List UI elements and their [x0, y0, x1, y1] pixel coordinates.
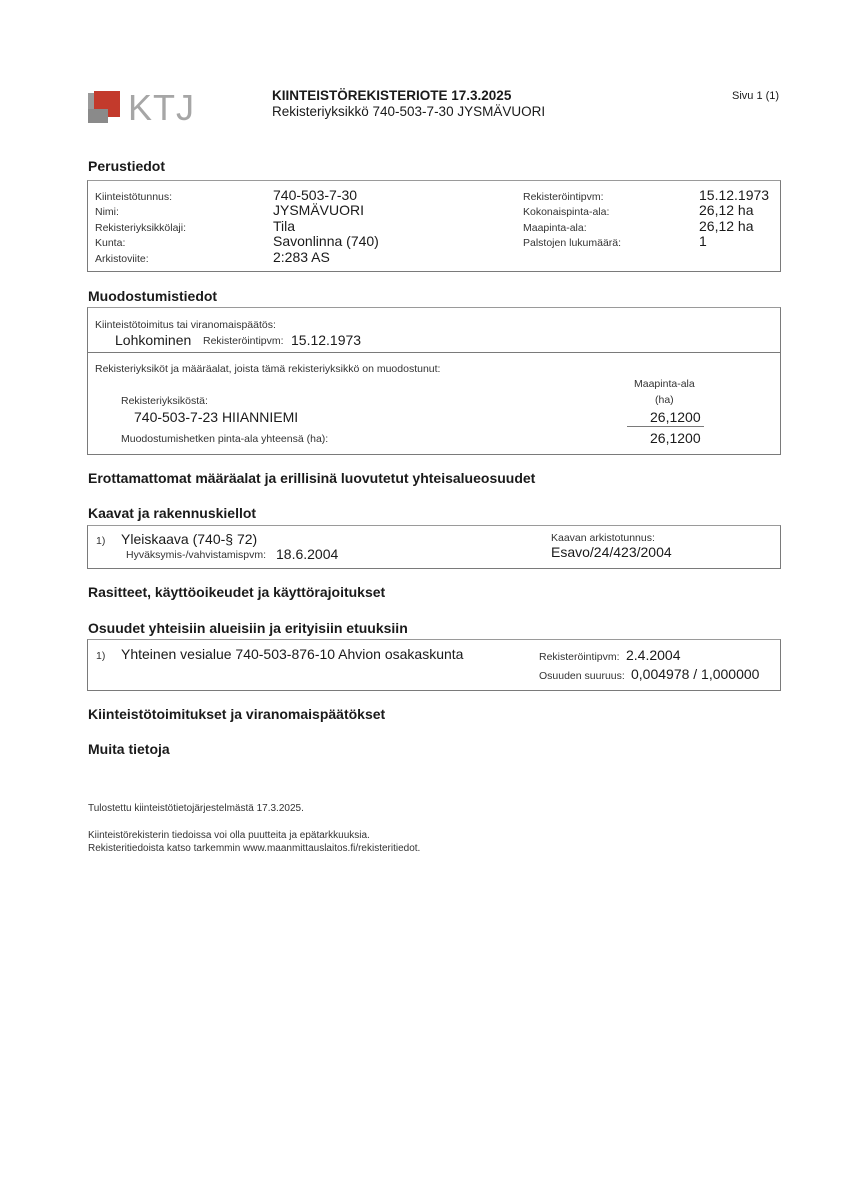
footer-note-1: Kiinteistörekisterin tiedoissa voi olla puutteita ja epätarkkuuksia. — [88, 830, 370, 841]
label-maapinta-ala: Maapinta-ala: — [523, 222, 587, 234]
value-kunta: Savonlinna (740) — [273, 233, 379, 249]
value-nimi: JYSMÄVUORI — [273, 202, 365, 218]
perustiedot-box — [87, 180, 781, 272]
value-osuus-rekisterointipvm: 2.4.2004 — [626, 647, 681, 663]
value-palstojen-lukumaara: 1 — [699, 233, 707, 249]
section-muita-tietoja: Muita tietoja — [88, 741, 170, 757]
section-kaavat: Kaavat ja rakennuskiellot — [88, 505, 257, 521]
footer-printed: Tulostettu kiinteistötietojärjestelmästä 17.3.2025. — [88, 803, 304, 814]
kaava-number: 1) — [96, 535, 106, 547]
label-rekisteriyksikosta: Rekisteriyksiköstä: — [121, 395, 208, 407]
label-total: Muodostumishetken pinta-ala yhteensä (ha): — [121, 433, 329, 445]
document-subtitle: Rekisteriyksikkö 740-503-7-30 JYSMÄVUORI — [272, 104, 546, 119]
osuus-name: Yhteinen vesialue 740-503-876-10 Ahvion osakaskunta — [121, 646, 464, 662]
value-toimitus: Lohkominen — [115, 332, 192, 348]
column-header-maapinta-ala: Maapinta-ala — [634, 378, 695, 390]
sum-rule — [627, 426, 704, 427]
label-hyvaksymispvm: Hyväksymis-/vahvistamispvm: — [126, 549, 267, 561]
label-kaavan-arkistotunnus: Kaavan arkistotunnus: — [551, 532, 655, 544]
value-kiinteistotunnus: 740-503-7-30 — [273, 187, 358, 203]
footer-note-2: Rekisteritiedoista katso tarkemmin www.maanmittauslaitos.fi/rekisteritiedot. — [88, 843, 421, 854]
value-total: 26,1200 — [650, 430, 701, 446]
label-rekisterointipvm: Rekisteröintipvm: — [523, 191, 604, 203]
label-kokonaispinta-ala: Kokonaispinta-ala: — [523, 206, 610, 218]
value-rekisteriyksikkolaji: Tila — [273, 218, 296, 234]
ktj-logo — [88, 87, 198, 133]
section-rasitteet: Rasitteet, käyttöoikeudet ja käyttörajoitukset — [88, 584, 386, 600]
value-from-area: 26,1200 — [650, 409, 701, 425]
page-indicator: Sivu 1 (1) — [732, 90, 780, 102]
column-header-ha: (ha) — [655, 394, 674, 406]
label-toimitus-rekisterointipvm: Rekisteröintipvm: — [203, 335, 284, 347]
label-arkistoviite: Arkistoviite: — [95, 253, 149, 265]
value-rekisteriyksikosta: 740-503-7-23 HIIANNIEMI — [134, 409, 299, 425]
section-osuudet: Osuudet yhteisiin alueisiin ja erityisiin etuuksiin — [88, 620, 408, 636]
kaava-name: Yleiskaava (740-§ 72) — [121, 531, 258, 547]
value-arkistoviite: 2:283 AS — [273, 249, 330, 265]
label-nimi: Nimi: — [95, 206, 119, 218]
document-title: KIINTEISTÖREKISTERIOTE 17.3.2025 — [272, 88, 512, 103]
section-muodostumistiedot: Muodostumistiedot — [88, 288, 218, 304]
value-hyvaksymispvm: 18.6.2004 — [276, 546, 339, 562]
value-osuuden-suuruus: 0,004978 / 1,000000 — [631, 666, 760, 682]
label-kunta: Kunta: — [95, 237, 126, 249]
label-rekisteriyksikkolaji: Rekisteriyksikkölaji: — [95, 222, 187, 234]
value-kokonaispinta-ala: 26,12 ha — [699, 202, 754, 218]
logo-text: KTJ — [128, 87, 196, 128]
label-toimitus: Kiinteistötoimitus tai viranomaispäätös: — [95, 319, 276, 331]
label-osuuden-suuruus: Osuuden suuruus: — [539, 670, 625, 682]
divider — [88, 352, 780, 353]
value-maapinta-ala: 26,12 ha — [699, 218, 754, 234]
label-osuus-rekisterointipvm: Rekisteröintipvm: — [539, 651, 620, 663]
value-toimitus-rekisterointipvm: 15.12.1973 — [291, 332, 362, 348]
section-erottamattomat: Erottamattomat määräalat ja erillisinä luovutetut yhteisalueosuudet — [88, 470, 536, 486]
osuudet-box — [87, 639, 781, 691]
value-kaavan-arkistotunnus: Esavo/24/423/2004 — [551, 544, 672, 560]
label-palstojen-lukumaara: Palstojen lukumäärä: — [523, 237, 622, 249]
section-perustiedot: Perustiedot — [88, 158, 166, 174]
label-kiinteistotunnus: Kiinteistötunnus: — [95, 191, 173, 203]
osuus-number: 1) — [96, 650, 106, 662]
muodostumistiedot-box — [87, 307, 781, 455]
kaavat-box — [87, 525, 781, 569]
label-origin: Rekisteriyksiköt ja määräalat, joista tämä rekisteriyksikkö on muodostunut: — [95, 363, 441, 375]
section-toimitukset: Kiinteistötoimitukset ja viranomaispäätökset — [88, 706, 386, 722]
value-rekisterointipvm: 15.12.1973 — [699, 187, 770, 203]
